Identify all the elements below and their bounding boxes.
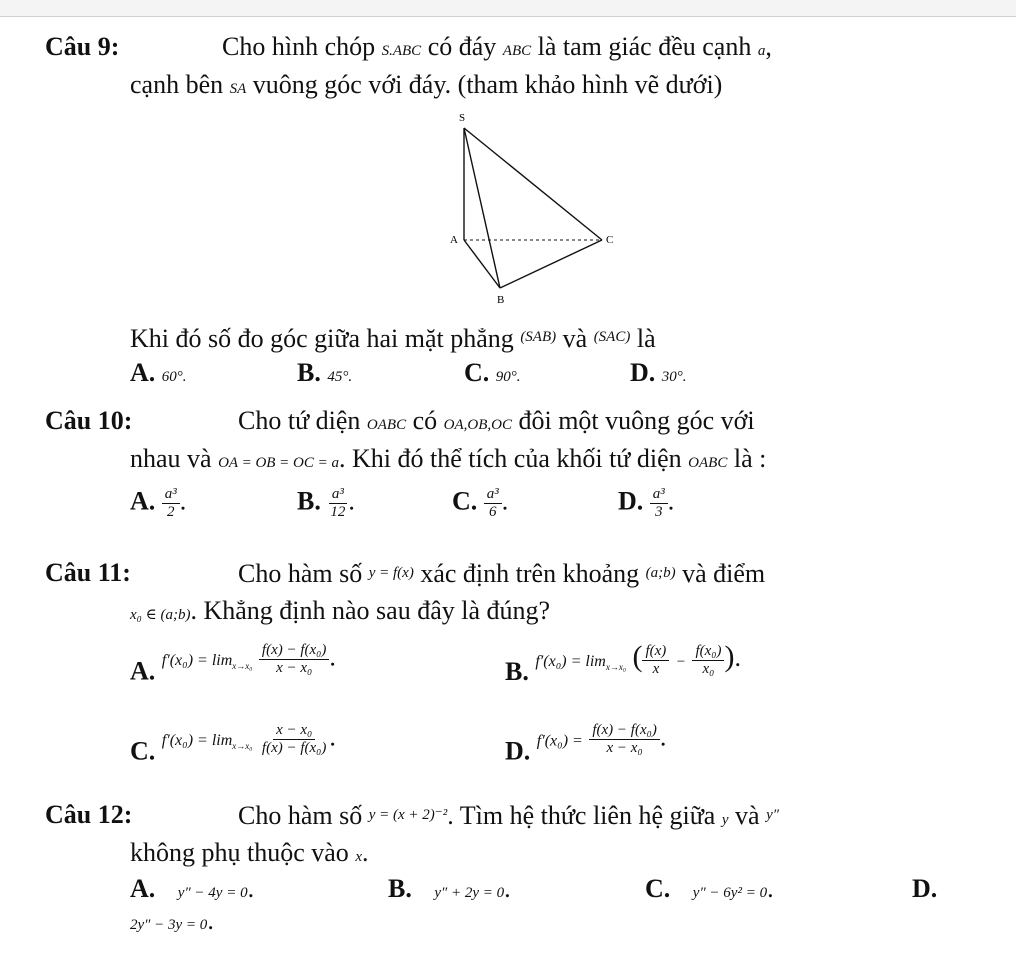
q9-option-c[interactable]: C. 90°. <box>464 358 521 387</box>
q9-option-a[interactable]: A. 60°. <box>130 358 187 387</box>
fraction: $\frac{\text{a³}}{12}$ <box>330 486 346 520</box>
q10-label: Câu 10: <box>45 406 133 435</box>
q11-option-b[interactable]: B. $f'(x_0) = \lim_{x\to x_0}$ ( $\frac{f(x)}{x}$ − $\frac{\text{f(x₀)}}{\text{x₀}}$ ). <box>505 640 741 686</box>
q12-option-c[interactable]: C. y″ − 6y² = 0. <box>645 874 774 903</box>
q12-option-d-letter[interactable]: D. <box>912 874 938 903</box>
q11-line1: Cho hàm số y = f(x) xác định trên khoảng (a;b) và điểm <box>238 559 766 588</box>
q11-option-c[interactable]: C. $f'(x_0) = \lim_{x\to x_0}$ $\frac{\text{x − x₀}}{\text{f(x) − f(x₀)}}$ . <box>130 722 336 766</box>
q9-line1: Cho hình chóp S.ABC có đáy ABC là tam giác đều cạnh a, <box>222 32 772 61</box>
q12-line2: không phụ thuộc vào x. <box>130 838 369 867</box>
q9-option-d[interactable]: D. 30°. <box>630 358 687 387</box>
q9-option-b[interactable]: B. 45°. <box>297 358 353 387</box>
top-border <box>0 0 1016 17</box>
fraction: $\frac{\text{a³}}{2}$ <box>162 486 180 521</box>
pyramid-figure <box>440 108 630 308</box>
q12-line1: Cho hàm số y = (x + 2)⁻². Tìm hệ thức liên hệ giữa y và y″ <box>238 801 779 830</box>
q11-option-a[interactable]: A. $f'(x_0) = \lim_{x\to x_0}$ $\frac{\text{f(x) − f(x₀)}}{\text{x − x₀}}$ . <box>130 642 336 686</box>
vertex-a-label: A <box>450 234 458 246</box>
q11-line2: x₀ ∈ (a;b). Khẳng định nào sau đây là đúng? <box>130 596 551 625</box>
vertex-c-label: C <box>606 234 614 246</box>
q11-option-d[interactable]: D. f′(x₀) = $\frac{\text{f(x) − f(x₀)}}{\text{x − x₀}}$ . <box>505 722 667 766</box>
fraction: $\frac{\text{a³}}{6}$ <box>484 486 502 521</box>
q9-label: Câu 9: <box>45 32 120 61</box>
q10-line2: nhau và OA = OB = OC = a. Khi đó thể tích của khối tứ diện OABC là : <box>130 444 767 473</box>
q12-option-a[interactable]: A. y″ − 4y = 0. <box>130 874 255 903</box>
vertex-s-label: S <box>459 112 466 124</box>
q10-line1: Cho tứ diện OABC có OA,OB,OC đôi một vuông góc với <box>238 406 755 435</box>
fraction: $\frac{\text{a³}}{3}$ <box>650 486 668 521</box>
q12-option-b[interactable]: B. y″ + 2y = 0. <box>388 874 511 903</box>
vertex-b-label: B <box>497 294 505 306</box>
q10-option-d[interactable]: D. $\frac{\text{a³}}{3}$ . <box>618 486 675 520</box>
edge-bc <box>500 240 602 288</box>
q9-line2: cạnh bên SA vuông góc với đáy. (tham khảo hình vẽ dưới) <box>130 70 723 99</box>
edge-sc <box>464 128 602 240</box>
q9-question: Khi đó số đo góc giữa hai mặt phẳng $^{(SAB)}$ và $^{(SAC)}$ là <box>130 324 656 353</box>
q10-option-c[interactable]: C. $\frac{\text{a³}}{6}$ . <box>452 486 509 520</box>
q11-label: Câu 11: <box>45 558 131 587</box>
q12-option-d[interactable]: 2y″ − 3y = 0. <box>130 906 214 935</box>
q12-label: Câu 12: <box>45 800 133 829</box>
q10-option-a[interactable]: A. $\frac{\text{a³}}{2}$ . <box>130 486 187 520</box>
q10-option-b[interactable]: B. $\frac{\text{a³}}{12}$ . <box>297 486 355 520</box>
